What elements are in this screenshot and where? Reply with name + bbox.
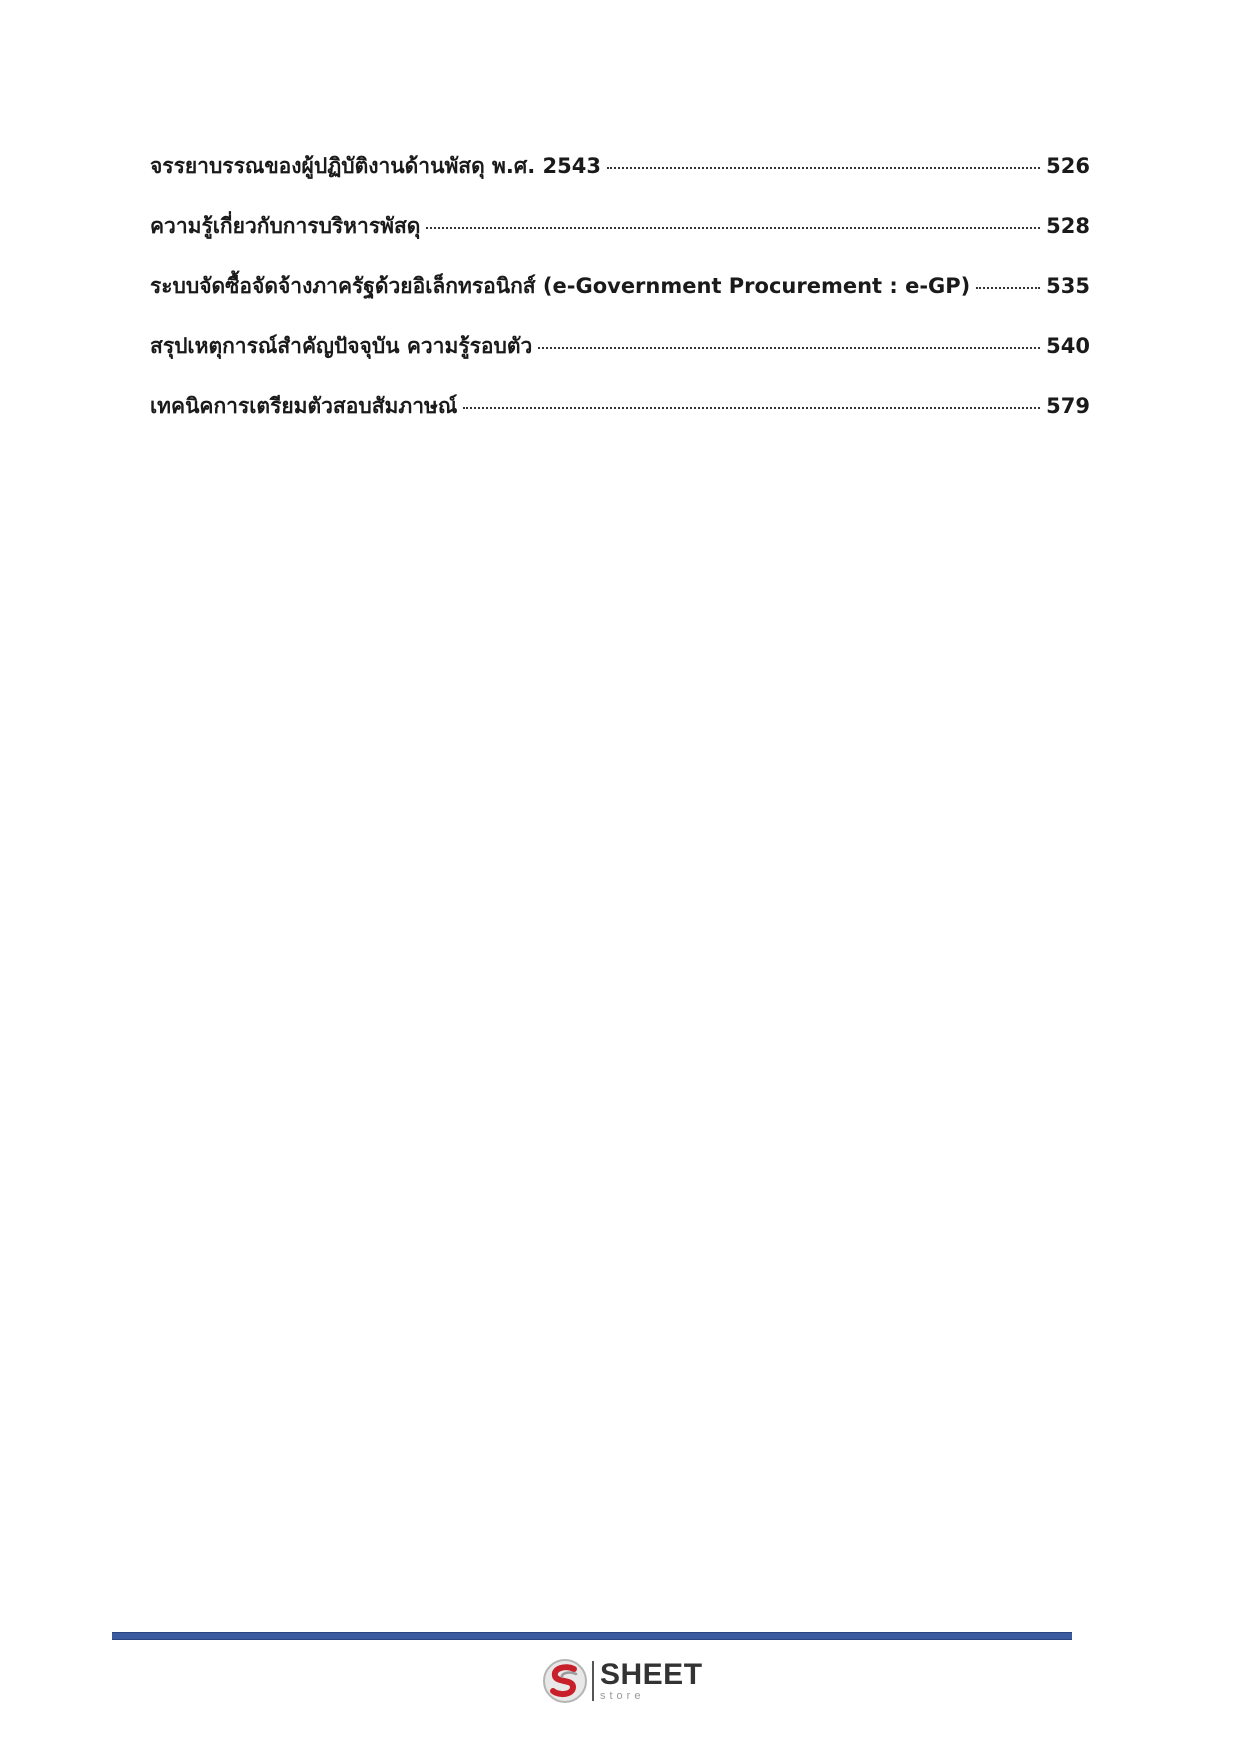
toc-entry-page: 526: [1046, 154, 1090, 178]
footer-rule: [112, 1632, 1072, 1640]
toc-entry-page: 528: [1046, 214, 1090, 238]
dot-leader: [607, 167, 1040, 169]
logo-separator: [592, 1661, 594, 1701]
toc-entry[interactable]: [150, 330, 1090, 390]
toc-entry[interactable]: [150, 150, 1090, 210]
logo-wordmark: [600, 1660, 703, 1702]
dot-leader: [976, 287, 1040, 289]
toc-entry-page: 540: [1046, 334, 1090, 358]
dot-leader: [426, 227, 1040, 229]
toc-entry-title: สรุปเหตุการณ์สำคัญปัจจุบัน ความรู้รอบตัว: [150, 334, 533, 358]
toc-entry-page: 535: [1046, 274, 1090, 298]
toc-entry-title: ความรู้เกี่ยวกับการบริหารพัสดุ: [150, 214, 421, 238]
dot-leader: [463, 407, 1040, 409]
sheet-store-logo: [542, 1656, 703, 1706]
logo-sub: store: [600, 1690, 645, 1702]
toc-entry[interactable]: [150, 210, 1090, 270]
toc-entry[interactable]: [150, 270, 1090, 330]
toc-entry[interactable]: [150, 390, 1090, 450]
toc-entry-title: ระบบจัดซื้อจัดจ้างภาครัฐด้วยอิเล็กทรอนิกส์ (e-Government Procurement : e-GP): [150, 274, 971, 298]
logo-word: SHEET: [600, 1658, 703, 1691]
dot-leader: [538, 347, 1040, 349]
sheet-store-logo-icon: [542, 1658, 588, 1704]
table-of-contents: [150, 150, 1090, 450]
toc-entry-page: 579: [1046, 394, 1090, 418]
toc-entry-title: จรรยาบรรณของผู้ปฏิบัติงานด้านพัสดุ พ.ศ. 2543: [150, 154, 601, 178]
toc-entry-title: เทคนิคการเตรียมตัวสอบสัมภาษณ์: [150, 394, 458, 418]
